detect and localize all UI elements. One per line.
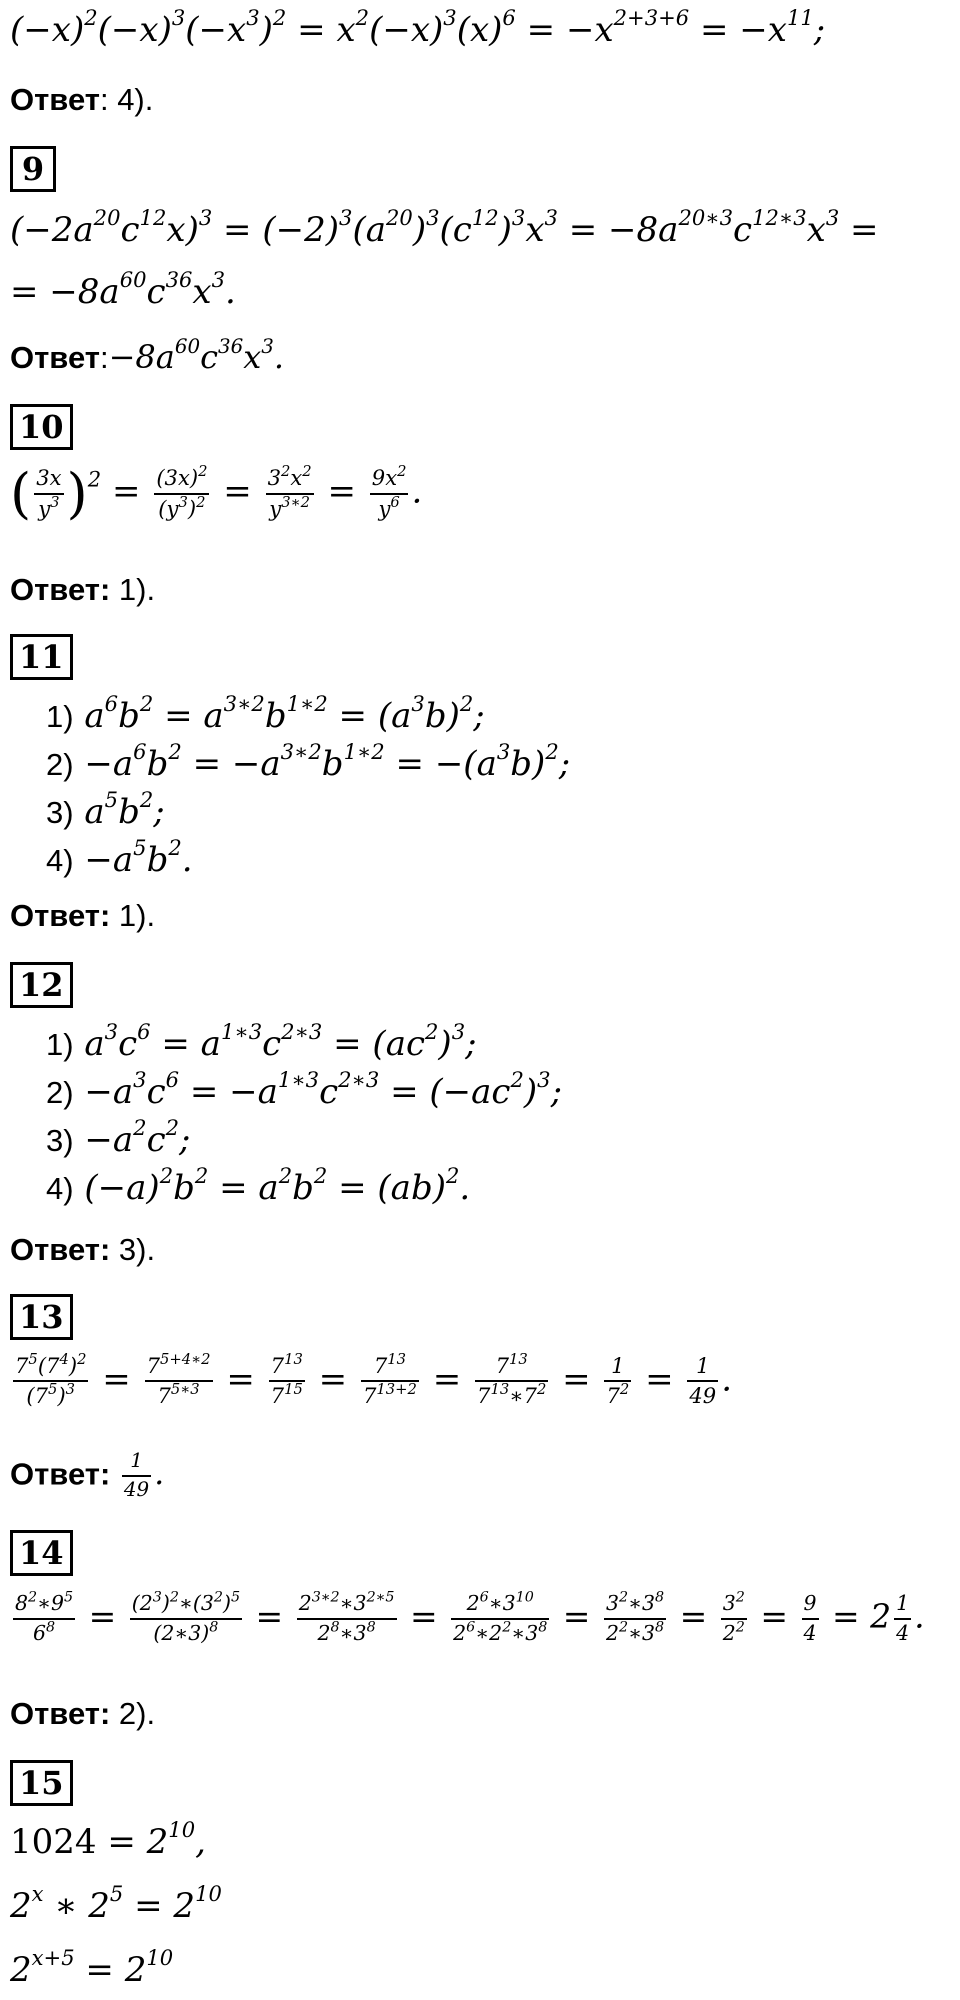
- task9-equation-line2: = $-8a^{60}c^{36}x^3$.: [10, 267, 236, 312]
- task10-equation: ( $\frac{3x}{y^3}$ )$^2$ = $\frac{(3x)^2}{(y^3)^2}$ = $\frac{3^2x^2}{y^{3∗2}}$ = $\frac{9x^2}{y^6}$ .: [10, 462, 423, 525]
- answer-label: Ответ: [10, 82, 100, 117]
- task8-equation: $(-x)^2(-x)^3(-x^3)^2 = x^2(-x)^3(x)^6 = -x^{2+3+6} = -x^{11}$;: [10, 5, 826, 50]
- task11-option-4: $4) -a^5b^2$.: [46, 835, 193, 880]
- task11-answer: Ответ: 1).: [10, 898, 156, 933]
- answer-label: Ответ: [10, 1232, 100, 1267]
- task13-answer: Ответ: $\frac{1}{49}$ .: [10, 1449, 165, 1501]
- task12-option-3: $3) -a^2c^2$;: [46, 1115, 191, 1160]
- task10-answer: Ответ: 1).: [10, 572, 156, 607]
- task12-option-4: 4) $(-a)^2b^2 = a^2b^2 = (ab)^2$.: [46, 1163, 471, 1208]
- task14-equation: $\frac{8^2∗9^5}{6^8}$ = $\frac{(2^3)^2∗(3^2)^5}{(2∗3)^8}$ = $\frac{2^{3∗2}∗3^{2∗5}}{2^8∗3^8}$ = $\frac{2^6∗3^{10}}{2^6∗2^2∗3^8}$ = $\frac{3^2∗3^8}{2^2∗3^8}$ = $\frac{3^2}{2^2}$ = $\frac{9}{4}$ = 2 $\frac{1}{4}$ .: [15, 1589, 925, 1645]
- task9-answer: $Ответ:-8a^{60}c^{36}x^3$.: [10, 335, 285, 376]
- task12-option-2: $2) -a^3c^6 = -a^{1∗3}c^{2∗3} = (-ac^2)^3$;: [46, 1067, 563, 1112]
- task11-option-1: 1) $a^6b^2 = a^{3∗2}b^{1∗2} = (a^3b)^2$;: [46, 691, 485, 736]
- task-number-9: 9: [10, 146, 56, 192]
- task11-option-2: $2) -a^6b^2 = -a^{3∗2}b^{1∗2} = -(a^3b)^2$;: [46, 739, 571, 784]
- answer-label: Ответ: [10, 898, 100, 933]
- answer-label: Ответ: [10, 1696, 100, 1731]
- answer-label: Ответ: [10, 340, 100, 375]
- task-number-13: 13: [10, 1294, 73, 1340]
- task-number-11: 11: [10, 634, 73, 680]
- task9-equation-line1: $(-2a^{20}c^{12}x)^3 = (-2)^3(a^{20})^3(c^{12})^3x^3 = -8a^{20∗3}c^{12∗3}x^3$ =: [10, 205, 879, 250]
- task12-option-1: 1) $a^3c^6 = a^{1∗3}c^{2∗3} = (ac^2)^3$;: [46, 1019, 477, 1064]
- task14-answer: Ответ: 2).: [10, 1696, 156, 1731]
- task15-line3: $2^{x+5} = 2^{10}$: [10, 1945, 174, 1990]
- task13-equation: $\frac{7^5(7^4)^2}{(7^5)^3}$ = $\frac{7^{5+4∗2}}{7^{5∗3}}$ = $\frac{7^{13}}{7^{15}}$ = $\frac{7^{13}}{7^{13+2}}$ = $\frac{7^{13}}{7^{13}∗7^2}$ = $\frac{1}{7^2}$ = $\frac{1}{49}$ .: [15, 1351, 733, 1409]
- task8-answer: Ответ: 4).: [10, 82, 154, 117]
- task-number-12: 12: [10, 962, 73, 1008]
- task-number-15: 15: [10, 1760, 73, 1806]
- answer-label: Ответ: [10, 1456, 100, 1492]
- task15-line1: $1024 = 2^{10}$,: [10, 1817, 206, 1862]
- task15-line2: 2$^x$ ∗ $2^5 = 2^{10}$: [10, 1881, 222, 1926]
- task11-option-3: 3) $a^5b^2$;: [46, 787, 165, 832]
- task-number-10: 10: [10, 404, 73, 450]
- answer-label: Ответ: [10, 572, 100, 607]
- task-number-14: 14: [10, 1530, 73, 1576]
- task12-answer: Ответ: 3).: [10, 1232, 156, 1267]
